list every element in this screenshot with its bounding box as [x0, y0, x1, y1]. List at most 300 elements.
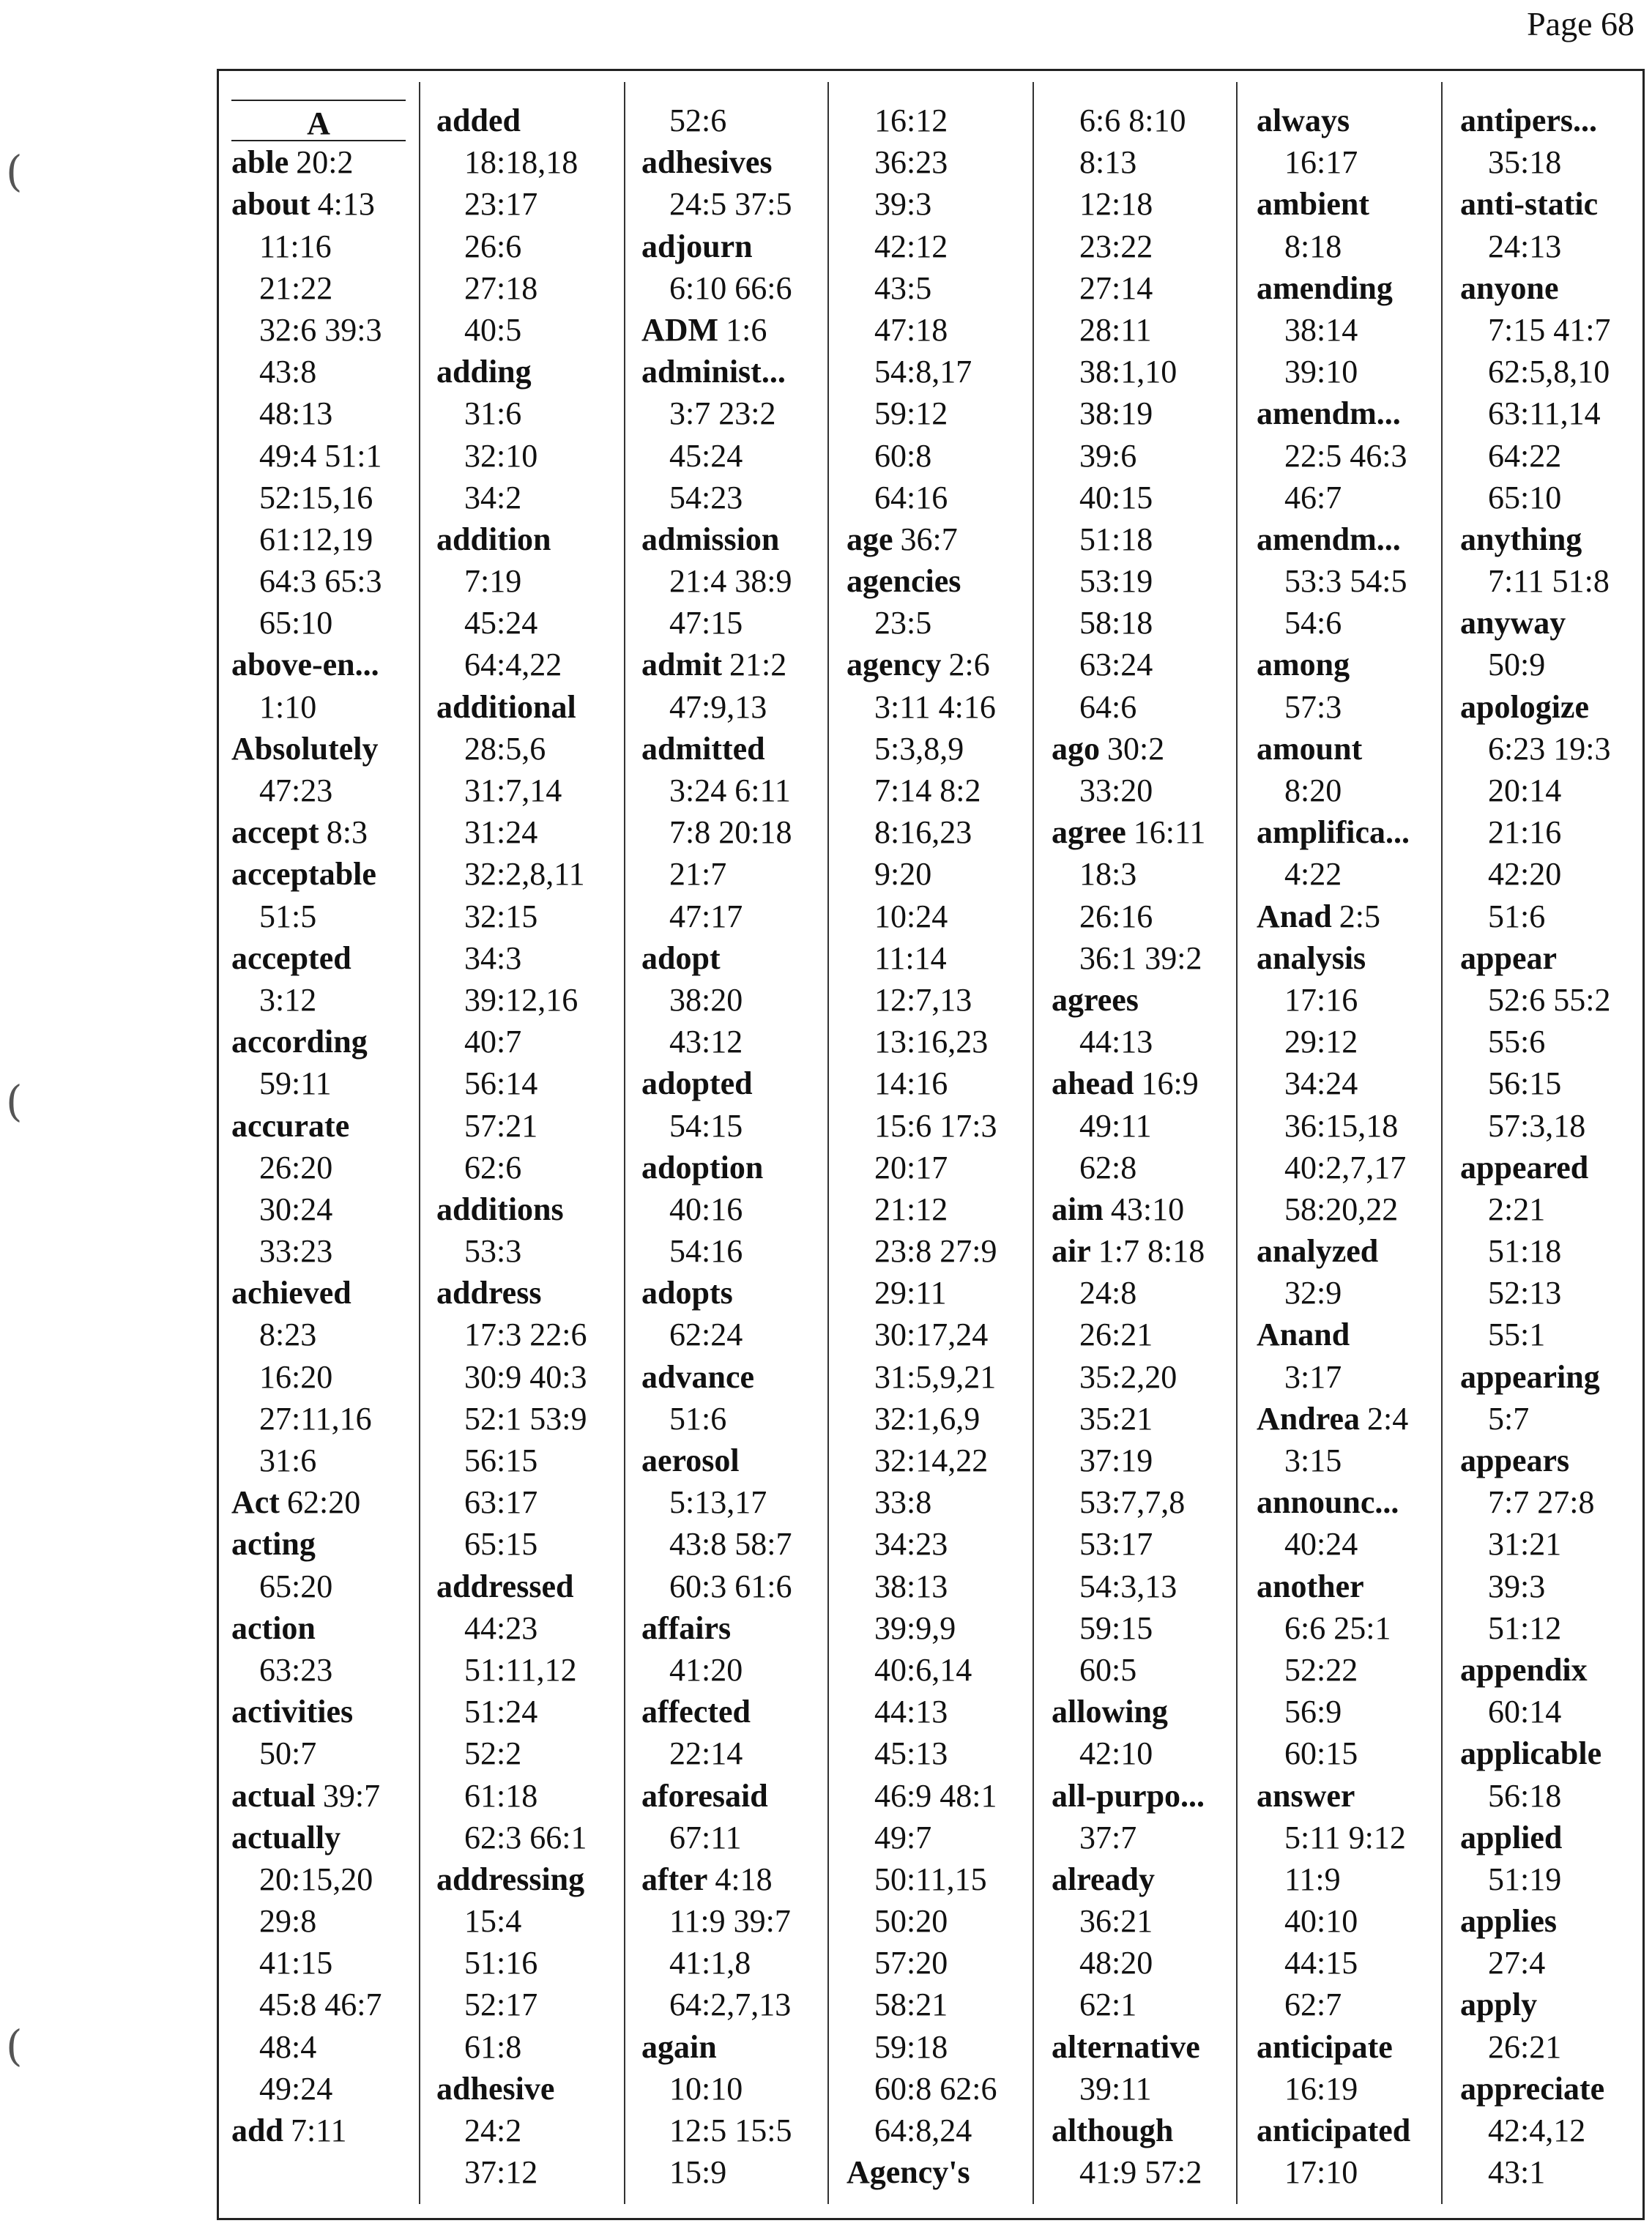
index-term: adoption [641, 1149, 764, 1185]
index-term: applied [1460, 1819, 1563, 1855]
index-term: amendm... [1257, 395, 1401, 432]
index-entry [1460, 602, 1610, 644]
index-entry [231, 1021, 406, 1062]
index-entry [1257, 392, 1410, 434]
page-line-refs: 65:15 [464, 1526, 538, 1563]
page-line-refs: 6:6 8:10 [1079, 103, 1186, 138]
index-entry [1460, 100, 1610, 141]
page-line-refs: 35:18 [1488, 144, 1562, 181]
page-line-refs: 64:2,7,13 [669, 1987, 792, 2023]
page-line-refs: 50:11,15 [874, 1861, 987, 1897]
page-line-refs: 31:21 [1488, 1526, 1562, 1563]
page-line-refs: 22:5 46:3 [1284, 437, 1407, 474]
index-entry [231, 1481, 406, 1523]
page-line-refs: 7:11 51:8 [1488, 563, 1610, 600]
index-term: Act [231, 1484, 280, 1521]
page-line-refs: 52:13 [1488, 1275, 1562, 1311]
index-entry [436, 1858, 587, 1900]
page-line-refs: 28:5,6 [464, 730, 546, 767]
index-term: agree [1052, 814, 1126, 851]
index-entry [436, 2068, 587, 2110]
index-term: aerosol [641, 1443, 740, 1478]
page-line-refs: 26:21 [1488, 2028, 1562, 2065]
index-entry [1052, 2026, 1205, 2068]
index-term: Andrea [1257, 1400, 1360, 1437]
page-line-refs: 8:20 [1284, 773, 1342, 808]
index-term: all-purpo... [1052, 1777, 1205, 1814]
page-line-refs: 32:6 39:3 [259, 311, 382, 348]
page-line-refs: 11:14 [874, 939, 947, 976]
index-entry [641, 1356, 792, 1398]
page-line-refs: 7:15 41:7 [1488, 311, 1611, 348]
page-line-refs: 67:11 [669, 1819, 742, 1855]
page-line-refs: 51:6 [1488, 898, 1546, 934]
page-line-refs: 20:2 [296, 144, 354, 181]
page-line-refs: 36:15,18 [1284, 1107, 1399, 1144]
page-line-refs: 18:3 [1079, 856, 1137, 893]
page-line-refs: 58:18 [1079, 605, 1153, 641]
index-term: appear [1460, 939, 1557, 976]
page-line-refs: 64:22 [1488, 437, 1562, 474]
page-line-refs: 32:15 [464, 898, 538, 934]
page-line-refs: 16:9 [1141, 1065, 1199, 1102]
index-entry [641, 1858, 792, 1900]
index-term: agency [847, 647, 942, 683]
page-line-refs: 5:11 9:12 [1284, 1819, 1406, 1855]
index-term: action [231, 1609, 316, 1646]
index-entry [1460, 518, 1610, 560]
page-line-refs: 53:17 [1079, 1526, 1153, 1563]
page-line-refs: 54:3,13 [1079, 1568, 1177, 1604]
index-term: apply [1460, 1987, 1538, 2023]
index-entry [1052, 1188, 1205, 1230]
page-line-refs: 26:16 [1079, 898, 1153, 934]
page-line-refs: 32:1,6,9 [874, 1400, 981, 1437]
page-line-refs: 57:3,18 [1488, 1107, 1586, 1144]
index-entry [231, 141, 406, 183]
index-term: affairs [641, 1609, 732, 1646]
page-line-refs: 41:9 57:2 [1079, 2154, 1202, 2191]
index-entry [436, 1272, 587, 1314]
page-line-refs: 43:8 58:7 [669, 1526, 792, 1563]
index-term: appearing [1460, 1358, 1600, 1395]
page-line-refs: 8:16,23 [874, 814, 972, 851]
column-divider [1236, 82, 1238, 2204]
index-term: addressing [436, 1861, 585, 1897]
index-term: ADM [641, 311, 719, 348]
page-line-refs: 7:7 27:8 [1488, 1484, 1595, 1521]
page-line-refs: 56:14 [464, 1065, 538, 1102]
page-line-refs: 34:3 [464, 939, 522, 976]
page-line-refs: 38:13 [874, 1568, 948, 1604]
page-line-refs: 7:8 20:18 [669, 814, 792, 851]
page-line-refs: 29:12 [1284, 1024, 1358, 1060]
binding-hole-mark: ( [6, 2021, 23, 2071]
page-line-refs: 32:9 [1284, 1275, 1342, 1311]
index-term: acceptable [231, 856, 376, 893]
page-line-refs: 40:2,7,17 [1284, 1149, 1407, 1185]
page-line-refs: 27:18 [464, 269, 538, 306]
index-term: announc... [1257, 1484, 1399, 1521]
page-line-refs: 50:7 [259, 1735, 317, 1772]
index-entry [436, 100, 587, 141]
page-line-refs: 44:13 [874, 1694, 948, 1730]
page-line-refs: 63:23 [259, 1651, 333, 1688]
page-line-refs: 31:6 [464, 395, 522, 432]
index-entry [641, 1607, 792, 1649]
page-line-refs: 30:17,24 [874, 1317, 989, 1353]
index-entry [231, 1105, 406, 1147]
page-line-refs: 62:24 [669, 1317, 743, 1353]
page-line-refs: 33:20 [1079, 773, 1153, 808]
page-line-refs: 52:1 53:9 [464, 1400, 587, 1437]
index-term: although [1052, 2113, 1174, 2148]
index-term: anticipated [1257, 2113, 1411, 2148]
page-line-refs: 23:5 [874, 605, 932, 641]
page-line-refs: 26:6 [464, 228, 522, 264]
index-term: appears [1460, 1443, 1570, 1478]
index-term: again [641, 2028, 717, 2065]
page-line-refs: 49:24 [259, 2070, 333, 2107]
index-entry [641, 1691, 792, 1732]
page-number: Page 68 [1527, 5, 1634, 42]
page-line-refs: 62:20 [286, 1484, 361, 1521]
page-line-refs: 16:12 [874, 103, 948, 138]
page-line-refs: 56:15 [1488, 1065, 1562, 1102]
index-term: anyway [1460, 605, 1566, 641]
index-term: accept [231, 814, 319, 851]
page-line-refs: 20:14 [1488, 773, 1562, 808]
page-line-refs: 2:4 [1366, 1400, 1409, 1437]
index-entry [641, 141, 792, 183]
index-term: additions [436, 1191, 564, 1227]
page-line-refs: 30:24 [259, 1191, 333, 1227]
page-line-refs: 61:18 [464, 1777, 538, 1814]
page-line-refs: 52:6 55:2 [1488, 981, 1611, 1018]
page-line-refs: 10:10 [669, 2070, 743, 2107]
page-line-refs: 8:13 [1079, 144, 1137, 181]
index-term: ambient [1257, 186, 1369, 223]
page-line-refs: 53:19 [1079, 563, 1153, 600]
index-entry [641, 644, 792, 685]
page-line-refs: 54:8,17 [874, 354, 972, 390]
page-line-refs: 36:1 39:2 [1079, 939, 1202, 976]
page-line-refs: 49:7 [874, 1819, 932, 1855]
page-line-refs: 11:16 [259, 228, 332, 264]
index-entry [1052, 1858, 1205, 1900]
page-line-refs: 59:11 [259, 1065, 332, 1102]
index-entry [436, 1188, 587, 1230]
page-line-refs: 17:16 [1284, 981, 1358, 1018]
page-line-refs: 55:6 [1488, 1024, 1546, 1060]
index-entry [1257, 267, 1410, 309]
page-line-refs: 30:9 40:3 [464, 1358, 587, 1395]
page-line-refs: 49:11 [1079, 1107, 1152, 1144]
page-line-refs: 42:12 [874, 228, 948, 264]
page-line-refs: 38:14 [1284, 311, 1358, 348]
page-line-refs: 64:3 65:3 [259, 563, 382, 600]
index-entry [1257, 100, 1410, 141]
page-line-refs: 48:4 [259, 2028, 317, 2065]
page-line-refs: 57:21 [464, 1107, 538, 1144]
index-term: accurate [231, 1107, 350, 1144]
index-entry [231, 1817, 406, 1858]
page-line-refs: 8:23 [259, 1317, 317, 1353]
index-entry [1257, 2026, 1410, 2068]
page-line-refs: 24:5 37:5 [669, 186, 792, 223]
page-line-refs: 7:19 [464, 563, 522, 600]
index-entry [231, 728, 406, 770]
page-line-refs: 52:15,16 [259, 479, 373, 515]
page-line-refs: 40:16 [669, 1191, 743, 1227]
index-term: applies [1460, 1903, 1558, 1940]
index-term: applicable [1460, 1735, 1602, 1772]
index-entry [1257, 1775, 1410, 1817]
index-column-3 [641, 100, 792, 2193]
page-line-refs: 39:11 [1079, 2070, 1152, 2107]
page-line-refs: 5:13,17 [669, 1484, 767, 1521]
page-line-refs: 51:16 [464, 1945, 538, 1981]
page-line-refs: 46:7 [1284, 479, 1342, 515]
column-divider [1032, 82, 1034, 2204]
index-entry [1460, 1440, 1610, 1481]
page-line-refs: 3:24 6:11 [669, 773, 791, 808]
page-line-refs: 36:7 [900, 521, 958, 557]
page-line-refs: 53:7,7,8 [1079, 1484, 1186, 1521]
page-line-refs: 54:6 [1284, 605, 1342, 641]
page-line-refs: 53:3 [464, 1233, 522, 1270]
page-line-refs: 43:8 [259, 354, 317, 390]
page-line-refs: 8:3 [326, 814, 368, 851]
page-line-refs: 43:1 [1488, 2154, 1546, 2191]
index-term: address [436, 1275, 542, 1311]
index-entry [1052, 1691, 1205, 1732]
index-term: add [231, 2113, 283, 2148]
page-line-refs: 47:17 [669, 898, 743, 934]
page-line-refs: 56:18 [1488, 1777, 1562, 1814]
page-line-refs: 21:16 [1488, 814, 1562, 851]
index-entry [641, 1062, 792, 1104]
page-line-refs: 39:12,16 [464, 981, 578, 1018]
index-entry [1460, 937, 1610, 979]
index-entry [847, 644, 997, 685]
index-entry [1460, 1817, 1610, 1858]
page-line-refs: 58:20,22 [1284, 1191, 1399, 1227]
index-term: adopt [641, 939, 721, 976]
index-entry [1257, 2110, 1410, 2151]
page-line-refs: 63:11,14 [1488, 395, 1601, 432]
index-term: adjourn [641, 228, 753, 264]
index-entry [1257, 937, 1410, 979]
page-line-refs: 17:3 22:6 [464, 1317, 587, 1353]
page-line-refs: 64:16 [874, 479, 948, 515]
page-line-refs: 13:16,23 [874, 1024, 989, 1060]
page-line-refs: 27:14 [1079, 269, 1153, 306]
page-line-refs: 59:18 [874, 2028, 948, 2065]
index-term: about [231, 186, 310, 223]
page-line-refs: 54:15 [669, 1107, 743, 1144]
index-term: ago [1052, 730, 1100, 767]
page-line-refs: 28:11 [1079, 311, 1152, 348]
page-line-refs: 43:5 [874, 269, 932, 306]
index-term: additional [436, 688, 576, 725]
page-line-refs: 3:7 23:2 [669, 395, 776, 432]
page-line-refs: 62:6 [464, 1149, 522, 1185]
page-line-refs: 65:20 [259, 1568, 333, 1604]
index-term: anticipate [1257, 2028, 1393, 2065]
page-line-refs: 51:18 [1488, 1233, 1562, 1270]
index-entry [436, 1566, 587, 1607]
page-line-refs: 6:23 19:3 [1488, 730, 1611, 767]
page-line-refs: 57:20 [874, 1945, 948, 1981]
index-term: air [1052, 1233, 1091, 1270]
page-line-refs: 60:8 62:6 [874, 2070, 997, 2107]
index-term: appeared [1460, 1149, 1589, 1185]
page-line-refs: 43:10 [1110, 1191, 1185, 1227]
page-line-refs: 4:22 [1284, 856, 1342, 893]
index-entry [641, 518, 792, 560]
index-entry [1460, 1900, 1610, 1942]
page-line-refs: 33:23 [259, 1233, 333, 1270]
page-line-refs: 64:6 [1079, 688, 1137, 725]
page-line-refs: 3:11 4:16 [874, 688, 996, 725]
index-entry [641, 351, 792, 392]
page-line-refs: 39:6 [1079, 437, 1137, 474]
index-entry [231, 644, 406, 685]
index-entry [1257, 728, 1410, 770]
index-entry [641, 1147, 792, 1188]
page-line-refs: 32:2,8,11 [464, 856, 585, 893]
index-entry [1257, 518, 1410, 560]
index-entry [1257, 811, 1410, 853]
index-entry [231, 853, 406, 895]
page-line-refs: 15:4 [464, 1903, 522, 1940]
page-line-refs: 6:10 66:6 [669, 269, 792, 306]
binding-hole-mark: ( [6, 1076, 23, 1126]
page-line-refs: 54:16 [669, 1233, 743, 1270]
page-line-refs: 34:23 [874, 1526, 948, 1563]
page-line-refs: 51:24 [464, 1694, 538, 1730]
page-line-refs: 3:12 [259, 981, 317, 1018]
index-term: admitted [641, 730, 765, 767]
page-line-refs: 59:12 [874, 395, 948, 432]
page-line-refs: 43:12 [669, 1024, 743, 1060]
page-line-refs: 16:17 [1284, 144, 1358, 181]
page-line-refs: 31:6 [259, 1443, 317, 1478]
page-line-refs: 39:3 [1488, 1568, 1546, 1604]
index-term: according [231, 1024, 368, 1060]
index-term: Anand [1257, 1317, 1350, 1353]
page-line-refs: 44:13 [1079, 1024, 1153, 1060]
page-line-refs: 7:11 [290, 2113, 347, 2148]
page-line-refs: 4:13 [317, 186, 375, 223]
index-term: administ... [641, 354, 786, 390]
page-line-refs: 31:7,14 [464, 773, 562, 808]
index-term: ahead [1052, 1065, 1134, 1102]
page-line-refs: 5:7 [1488, 1400, 1530, 1437]
page-line-refs: 32:10 [464, 437, 538, 474]
index-entry [641, 937, 792, 979]
index-entry [641, 728, 792, 770]
index-entry [1257, 1314, 1410, 1355]
index-entry [436, 351, 587, 392]
index-entry [1257, 1481, 1410, 1523]
page-line-refs: 51:6 [669, 1400, 727, 1437]
page-line-refs: 55:1 [1488, 1317, 1546, 1353]
index-entry [1257, 644, 1410, 685]
page-line-refs: 23:17 [464, 186, 538, 223]
index-entry [1257, 1566, 1410, 1607]
page-line-refs: 40:10 [1284, 1903, 1358, 1940]
index-term: advance [641, 1358, 754, 1395]
page-line-refs: 51:12 [1488, 1609, 1562, 1646]
index-term: amplifica... [1257, 814, 1410, 851]
index-entry [231, 1272, 406, 1314]
page-line-refs: 27:11,16 [259, 1400, 372, 1437]
page-line-refs: 63:17 [464, 1484, 538, 1521]
page-line-refs: 23:8 27:9 [874, 1233, 997, 1270]
index-column-7 [1460, 100, 1610, 2193]
page-line-refs: 60:15 [1284, 1735, 1358, 1772]
index-term: admit [641, 647, 722, 683]
index-entry [1460, 183, 1610, 225]
page-line-refs: 37:12 [464, 2154, 538, 2191]
page-line-refs: 51:11,12 [464, 1651, 577, 1688]
page-line-refs: 37:19 [1079, 1443, 1153, 1478]
page-line-refs: 12:5 15:5 [669, 2113, 792, 2148]
page-line-refs: 24:13 [1488, 228, 1562, 264]
page-line-refs: 15:6 17:3 [874, 1107, 997, 1144]
page-line-refs: 61:8 [464, 2028, 522, 2065]
page-line-refs: 26:21 [1079, 1317, 1153, 1353]
index-entry [1052, 811, 1205, 853]
page-line-refs: 45:8 46:7 [259, 1987, 382, 2023]
index-term: after [641, 1861, 708, 1897]
index-entry [1460, 1984, 1610, 2025]
index-term: accepted [231, 939, 351, 976]
page-line-refs: 14:16 [874, 1065, 948, 1102]
index-entry [231, 1691, 406, 1732]
page-line-refs: 34:24 [1284, 1065, 1358, 1102]
index-entry [1460, 267, 1610, 309]
index-term: among [1257, 647, 1350, 683]
index-entry [231, 2110, 406, 2151]
index-term: already [1052, 1861, 1155, 1897]
index-term: agrees [1052, 981, 1139, 1018]
index-entry [1052, 728, 1205, 770]
page-line-refs: 3:15 [1284, 1443, 1342, 1478]
page-line-refs: 62:3 66:1 [464, 1819, 587, 1855]
page-line-refs: 32:14,22 [874, 1443, 989, 1478]
page-line-refs: 41:1,8 [669, 1945, 751, 1981]
page-line-refs: 65:10 [259, 605, 333, 641]
index-entry [1052, 2110, 1205, 2151]
index-column-2 [436, 100, 587, 2193]
page-line-refs: 38:20 [669, 981, 743, 1018]
index-entry [641, 226, 792, 267]
index-term: appreciate [1460, 2070, 1605, 2107]
index-term: amending [1257, 269, 1393, 306]
page-line-refs: 40:24 [1284, 1526, 1358, 1563]
index-entry [1460, 2068, 1610, 2110]
index-term: adhesive [436, 2070, 555, 2107]
page-line-refs: 26:20 [259, 1149, 333, 1185]
page-line-refs: 36:21 [1079, 1903, 1153, 1940]
page-line-refs: 22:14 [669, 1735, 743, 1772]
page-line-refs: 2:6 [948, 647, 990, 683]
page-line-refs: 61:12,19 [259, 521, 373, 557]
page-line-refs: 33:8 [874, 1484, 932, 1521]
